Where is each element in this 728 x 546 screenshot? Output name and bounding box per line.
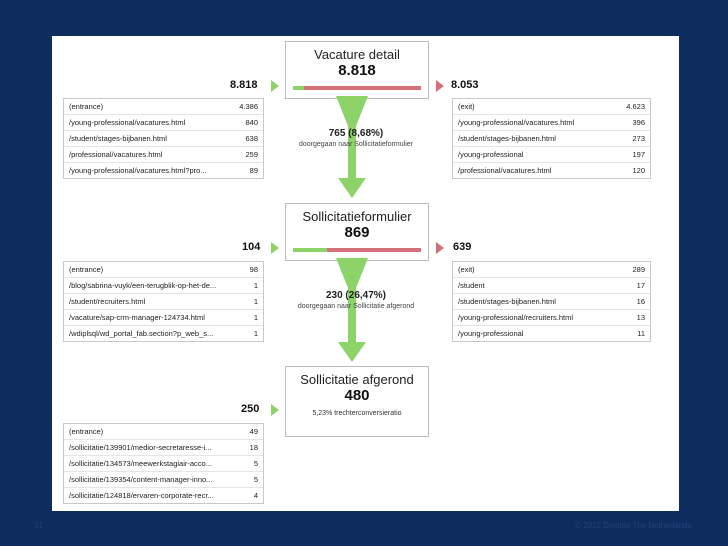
table-row[interactable] <box>453 131 650 147</box>
step-title: Vacature detail <box>314 47 400 62</box>
entry-arrow-icon <box>271 80 279 92</box>
page-count: 5 <box>253 475 258 484</box>
continued-count: 230 (26,47%) <box>325 290 387 301</box>
entries-count: 8.818 <box>230 79 258 91</box>
page-count: 396 <box>632 118 645 127</box>
page-path: (exit) <box>458 265 475 274</box>
continued-count: 765 (8,68%) <box>328 128 384 139</box>
step-title: Sollicitatie afgerond <box>300 372 414 387</box>
table-row[interactable] <box>64 147 263 163</box>
page-path: /young-professional/vacatures.html?pro... <box>69 166 207 175</box>
table-row[interactable] <box>64 310 263 326</box>
page-count: 259 <box>245 150 258 159</box>
page-path: /sollicitatie/124818/ervaren-corporate-recr... <box>69 491 214 500</box>
page-count: 49 <box>249 427 258 436</box>
page-count: 289 <box>632 265 645 274</box>
table-row[interactable] <box>453 147 650 163</box>
continued-text: doorgegaan naar Sollicitatieformulier <box>298 141 413 148</box>
page-count: 4.386 <box>239 102 258 111</box>
page-path: (exit) <box>458 102 475 111</box>
funnel-step-sollicitatieformulier[interactable] <box>285 203 429 261</box>
table-row[interactable] <box>453 163 650 178</box>
table-row[interactable] <box>64 488 263 503</box>
slide-canvas <box>52 36 679 511</box>
page-count: 197 <box>632 150 645 159</box>
table-row[interactable] <box>64 472 263 488</box>
table-row[interactable] <box>453 310 650 326</box>
page-count: 638 <box>245 134 258 143</box>
table-row[interactable] <box>453 115 650 131</box>
page-count: 1 <box>253 313 258 322</box>
step-value: 8.818 <box>338 62 376 79</box>
page-path: /wdiplsql/wd_portal_fab.section?p_web_s... <box>69 329 214 338</box>
entrances-table <box>63 261 264 342</box>
table-row[interactable] <box>64 115 263 131</box>
table-row[interactable] <box>64 99 263 115</box>
funnel-step-vacature-detail[interactable] <box>285 41 429 99</box>
page-path: /blog/sabrina-vuyk/een-terugblik-op-het-de... <box>69 281 217 290</box>
exit-arrow-icon <box>436 242 444 254</box>
entrances-table <box>63 423 264 504</box>
entrances-table <box>63 98 264 179</box>
exits-table <box>452 98 651 179</box>
page-count: 5 <box>253 459 258 468</box>
page-path: /young-professional <box>458 150 524 159</box>
funnel-arrow-icon <box>332 258 372 364</box>
page-count: 273 <box>632 134 645 143</box>
table-row[interactable] <box>64 424 263 440</box>
page-path: /student/recruiters.html <box>69 297 146 306</box>
page-path: /professional/vacatures.html <box>69 150 163 159</box>
table-row[interactable] <box>64 163 263 178</box>
page-number: 31 <box>34 521 43 530</box>
funnel-step-sollicitatie-afgerond[interactable] <box>285 366 429 437</box>
exits-count: 8.053 <box>451 79 479 91</box>
page-count: 98 <box>249 265 258 274</box>
exit-arrow-icon <box>436 80 444 92</box>
page-path: /young-professional/vacatures.html <box>458 118 575 127</box>
table-row[interactable] <box>64 131 263 147</box>
page-path: (entrance) <box>69 427 104 436</box>
page-path: /young-professional/recruiters.html <box>458 313 574 322</box>
table-row[interactable] <box>64 456 263 472</box>
page-path: /student/stages-bijbanen.html <box>69 134 167 143</box>
exits-count: 639 <box>453 241 472 253</box>
table-row[interactable] <box>453 99 650 115</box>
conversion-bar-fill <box>293 86 304 90</box>
entries-count: 250 <box>241 403 260 415</box>
table-row[interactable] <box>453 278 650 294</box>
conversion-bar <box>293 86 421 90</box>
page-count: 16 <box>636 297 645 306</box>
page-count: 89 <box>249 166 258 175</box>
page-path: /student <box>458 281 485 290</box>
page-path: /sollicitatie/139901/medior-secretaresse-i... <box>69 443 212 452</box>
page-path: /sollicitatie/134573/meewerkstagiair-acco... <box>69 459 212 468</box>
page-count: 1 <box>253 329 258 338</box>
page-count: 4 <box>253 491 258 500</box>
page-path: /student/stages-bijbanen.html <box>458 297 556 306</box>
page-count: 11 <box>637 329 645 338</box>
page-path: /sollicitatie/139354/content-manager-inno... <box>69 475 213 484</box>
conversion-bar <box>293 248 421 252</box>
page-count: 840 <box>245 118 258 127</box>
table-row[interactable] <box>453 326 650 341</box>
entries-count: 104 <box>242 241 261 253</box>
table-row[interactable] <box>453 294 650 310</box>
step-value: 869 <box>344 224 370 241</box>
continued-label <box>276 290 436 310</box>
page-count: 4.623 <box>626 102 645 111</box>
entry-arrow-icon <box>271 404 279 416</box>
entry-arrow-icon <box>271 242 279 254</box>
page-path: /young-professional <box>458 329 524 338</box>
table-row[interactable] <box>64 326 263 341</box>
continued-text: doorgegaan naar Sollicitatie afgerond <box>297 303 415 310</box>
page-path: /professional/vacatures.html <box>458 166 552 175</box>
step-value: 480 <box>344 387 370 404</box>
copyright: © 2012 Deloitte The Netherlands <box>575 521 692 530</box>
page-path: /young-professional/vacatures.html <box>69 118 186 127</box>
table-row[interactable] <box>64 278 263 294</box>
table-row[interactable] <box>64 440 263 456</box>
continued-label <box>276 128 436 148</box>
page-count: 120 <box>632 166 645 175</box>
conversion-bar-fill <box>293 248 327 252</box>
conversion-rate-note: 5,23% trechterconversieratio <box>312 410 402 417</box>
page-count: 17 <box>636 281 645 290</box>
funnel-arrow-icon <box>332 96 372 200</box>
table-row[interactable] <box>64 262 263 278</box>
table-row[interactable] <box>453 262 650 278</box>
page-path: /student/stages-bijbanen.html <box>458 134 556 143</box>
step-title: Sollicitatieformulier <box>302 209 412 224</box>
page-path: (entrance) <box>69 102 104 111</box>
page-path: (entrance) <box>69 265 104 274</box>
page-count: 18 <box>249 443 258 452</box>
page-path: /vacature/sap-crm-manager-124734.html <box>69 313 205 322</box>
page-count: 1 <box>253 297 258 306</box>
page-count: 1 <box>253 281 258 290</box>
page-count: 13 <box>636 313 645 322</box>
table-row[interactable] <box>64 294 263 310</box>
exits-table <box>452 261 651 342</box>
